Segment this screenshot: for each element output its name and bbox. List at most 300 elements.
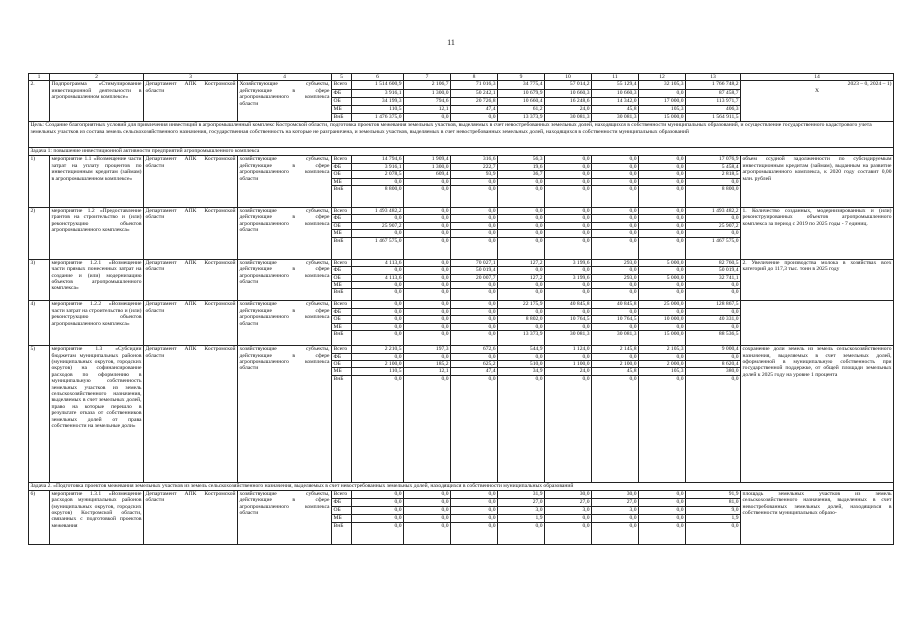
amount-cell: 0,0	[686, 308, 741, 315]
amount-cell: 50 019,4	[686, 267, 741, 274]
amount-cell: 3,0	[545, 506, 592, 514]
page-number: 11	[447, 38, 455, 47]
table-row	[29, 301, 894, 308]
amount-cell: 2 100,0	[592, 360, 639, 367]
funding-source: ВнБ	[332, 375, 352, 482]
amount-cell: 0,0	[639, 163, 686, 170]
column-number: 13	[686, 74, 741, 81]
amount-cell: 609,4	[404, 171, 451, 178]
amount-cell: 625,2	[451, 360, 498, 367]
column-number: 14	[741, 74, 894, 81]
amount-cell: 0,0	[352, 498, 404, 506]
table-row	[29, 81, 894, 89]
amount-cell: 0,0	[352, 215, 404, 222]
amount-cell: 0,0	[498, 289, 545, 301]
amount-cell: 0,0	[451, 186, 498, 208]
amount-cell: 0,0	[451, 353, 498, 360]
amount-cell: 0,0	[404, 282, 451, 289]
funding-source: ФБ	[332, 215, 352, 222]
task-row-text: Задача 2. «Подготовка проектов межевания земельных участков из земель сельскохозяйственного назначения, выделяемых в счет невостребованных земельных долей, находящихся в собственности муниципальных образований	[29, 482, 894, 490]
amount-cell: 0,0	[451, 230, 498, 237]
amount-cell: 0,0	[686, 522, 741, 544]
amount-cell: 31,9	[498, 490, 545, 498]
table-row	[29, 156, 894, 163]
amount-cell: 0,0	[352, 323, 404, 330]
amount-cell: 0,0	[545, 163, 592, 170]
funding-source: ВнБ	[332, 289, 352, 301]
amount-cell: 1 766 748,2	[686, 81, 741, 89]
row-number: 3)	[29, 259, 50, 301]
amount-cell: 185,2	[404, 360, 451, 367]
amount-cell: 380,0	[686, 368, 741, 375]
amount-cell: 0,0	[404, 178, 451, 185]
amount-cell: 20 007,7	[451, 274, 498, 281]
amount-cell: 544,9	[498, 346, 545, 353]
amount-cell: 0,0	[451, 323, 498, 330]
amount-cell: 0,0	[498, 282, 545, 289]
amount-cell: 0,0	[498, 267, 545, 274]
participants: хозяйствующие субъекты, действующие в сфере агропромышленного комплекса области	[238, 301, 332, 346]
amount-cell: 0,0	[686, 353, 741, 360]
row-number: 5)	[29, 346, 50, 483]
funding-source: Всего	[332, 156, 352, 163]
participants: хозяйствующие субъекты, действующие в сфере агропромышленного комплекса области	[238, 156, 332, 208]
amount-cell: 0,0	[592, 282, 639, 289]
measure-name: мероприятие 1.2.2 «Возмещение части затрат на строительство и (или) реконструкцию объектов агропромышленного комплекса»	[50, 301, 144, 346]
amount-cell: 9,0	[686, 506, 741, 514]
amount-cell: 510,0	[498, 360, 545, 367]
amount-cell: 0,0	[352, 301, 404, 308]
amount-cell: 0,0	[545, 514, 592, 522]
funding-source: МБ	[332, 230, 352, 237]
amount-cell: 3 199,6	[545, 274, 592, 281]
amount-cell: 27,0	[545, 498, 592, 506]
amount-cell: 0,0	[545, 289, 592, 301]
column-number: 3	[144, 74, 238, 81]
amount-cell: 0,0	[498, 230, 545, 237]
amount-cell: 0,0	[545, 222, 592, 229]
amount-cell: 0,0	[451, 490, 498, 498]
amount-cell: 10 764,5	[592, 316, 639, 323]
amount-cell: 0,0	[352, 490, 404, 498]
amount-cell: 0,0	[545, 237, 592, 259]
amount-cell: 197,3	[404, 346, 451, 353]
column-number-row	[29, 74, 894, 81]
amount-cell: 87 458,7	[686, 89, 741, 97]
amount-cell: 5 458,4	[686, 163, 741, 170]
amount-cell: 316,6	[451, 156, 498, 163]
amount-cell: 0,0	[686, 178, 741, 185]
amount-cell: 0,0	[545, 208, 592, 215]
amount-cell: 47,4	[451, 105, 498, 113]
amount-cell: 25 000,0	[639, 301, 686, 308]
amount-cell: 0,0	[639, 498, 686, 506]
budget-table	[28, 73, 894, 545]
amount-cell: 30 081,3	[545, 114, 592, 122]
amount-cell: 27,0	[592, 498, 639, 506]
amount-cell: 30 081,3	[545, 331, 592, 346]
amount-cell: 1 300,0	[404, 89, 451, 97]
amount-cell: 0,0	[404, 267, 451, 274]
amount-cell: 2 078,5	[352, 171, 404, 178]
amount-cell: 0,0	[545, 282, 592, 289]
amount-cell: 0,0	[498, 222, 545, 229]
amount-cell: 34,9	[498, 368, 545, 375]
amount-cell: 0,0	[404, 289, 451, 301]
funding-source: Всего	[332, 490, 352, 498]
amount-cell: 794,6	[404, 97, 451, 105]
funding-source: МБ	[332, 514, 352, 522]
executor: Департамент АПК Костромской области	[144, 208, 238, 260]
amount-cell: 0,0	[404, 237, 451, 259]
amount-cell: 27,0	[498, 498, 545, 506]
amount-cell: 0,0	[451, 301, 498, 308]
funding-source: ФБ	[332, 498, 352, 506]
amount-cell: 9 000,4	[686, 346, 741, 353]
amount-cell: 0,0	[592, 171, 639, 178]
column-number: 5	[332, 74, 352, 81]
amount-cell: 2 145,8	[592, 346, 639, 353]
funding-source: Всего	[332, 208, 352, 215]
amount-cell: 127,2	[498, 274, 545, 281]
funding-source: ОБ	[332, 316, 352, 323]
amount-cell: 0,0	[592, 178, 639, 185]
amount-cell: 0,0	[404, 498, 451, 506]
amount-cell: 0,0	[404, 316, 451, 323]
amount-cell: 0,0	[498, 353, 545, 360]
amount-cell: 82 760,5	[686, 259, 741, 266]
amount-cell: 0,0	[352, 178, 404, 185]
amount-cell: 0,0	[451, 506, 498, 514]
executor: Департамент АПК Костромской области	[144, 490, 238, 544]
amount-cell: 1 909,4	[404, 156, 451, 163]
row-number: 1)	[29, 156, 50, 208]
amount-cell: 293,0	[592, 259, 639, 266]
amount-cell: 4 113,6	[352, 259, 404, 266]
funding-source: ФБ	[332, 308, 352, 315]
amount-cell: 8 802,0	[498, 316, 545, 323]
amount-cell: 10 660,4	[498, 97, 545, 105]
amount-cell: 0,0	[404, 186, 451, 208]
funding-source: ВнБ	[332, 522, 352, 544]
amount-cell: 56,3	[498, 156, 545, 163]
amount-cell: 15 000,0	[639, 331, 686, 346]
amount-cell: 0,0	[639, 215, 686, 222]
table-row	[29, 346, 894, 353]
amount-cell: 45,8	[592, 105, 639, 113]
amount-cell: 5 000,0	[639, 274, 686, 281]
amount-cell: 0,0	[404, 208, 451, 215]
amount-cell: 0,0	[686, 375, 741, 482]
amount-cell: 0,0	[592, 215, 639, 222]
amount-cell: 30,0	[545, 490, 592, 498]
amount-cell: 15 000,0	[639, 114, 686, 122]
amount-cell: 0,0	[545, 267, 592, 274]
column-number: 1	[29, 74, 50, 81]
amount-cell: 0,0	[352, 514, 404, 522]
funding-source: Всего	[332, 301, 352, 308]
amount-cell: 0,0	[404, 114, 451, 122]
amount-cell: 0,0	[639, 186, 686, 208]
amount-cell: 0,0	[451, 316, 498, 323]
amount-cell: 0,0	[404, 506, 451, 514]
amount-cell: 50 019,4	[451, 267, 498, 274]
executor: Департамент АПК Костромской области	[144, 81, 238, 122]
amount-cell: 25 907,2	[686, 222, 741, 229]
amount-cell: 1,9	[498, 514, 545, 522]
amount-cell: 0,0	[639, 178, 686, 185]
funding-source: ВнБ	[332, 114, 352, 122]
amount-cell: 14 794,6	[352, 156, 404, 163]
result-cell: 2. Увеличение производства молока в хозяйствах всех категорий до 117,3 тыс. тонн в 2025 году	[741, 259, 894, 301]
amount-cell: 13 373,9	[498, 331, 545, 346]
amount-cell: 55 129,4	[592, 81, 639, 89]
amount-cell: 0,0	[498, 215, 545, 222]
funding-source: МБ	[332, 105, 352, 113]
amount-cell: 0,0	[545, 230, 592, 237]
amount-cell: 0,0	[592, 267, 639, 274]
amount-cell: 10 679,9	[498, 89, 545, 97]
amount-cell: 8 800,0	[352, 186, 404, 208]
amount-cell: 0,0	[451, 375, 498, 482]
amount-cell: 24,0	[545, 368, 592, 375]
task-row	[29, 482, 894, 490]
amount-cell: 0,0	[592, 156, 639, 163]
measure-name: Подпрограмма «Стимулирование инвестиционной деятельности в агропромышленном комплексе»	[50, 81, 144, 122]
amount-cell: 0,0	[498, 323, 545, 330]
amount-cell: 0,0	[404, 522, 451, 544]
amount-cell: 0,0	[545, 171, 592, 178]
amount-cell: 0,0	[686, 323, 741, 330]
measure-name: мероприятие 1.3.1 «Возмещение расходов муниципальных районов (муниципальных округов, городских округов) Костромской области, связанных с подготовкой проектов межевания	[50, 490, 144, 544]
amount-cell: 0,0	[639, 208, 686, 215]
amount-cell: 3 916,1	[352, 89, 404, 97]
amount-cell: 110,5	[352, 368, 404, 375]
amount-cell: 0,0	[686, 282, 741, 289]
amount-cell: 0,0	[639, 308, 686, 315]
column-number: 2	[50, 74, 144, 81]
amount-cell: 88 536,5	[686, 331, 741, 346]
amount-cell: 0,0	[404, 230, 451, 237]
amount-cell: 22 175,9	[498, 301, 545, 308]
amount-cell: 20 726,8	[451, 97, 498, 105]
amount-cell: 40 845,8	[592, 301, 639, 308]
amount-cell: 0,0	[451, 237, 498, 259]
table-row	[29, 208, 894, 215]
result-cell: 2023 – 0, 2024 – 1) X	[741, 81, 894, 122]
amount-cell: 105,3	[639, 105, 686, 113]
amount-cell: 17 076,9	[686, 156, 741, 163]
amount-cell: 0,0	[592, 353, 639, 360]
funding-source: ФБ	[332, 267, 352, 274]
amount-cell: 0,0	[352, 282, 404, 289]
amount-cell: 0,0	[404, 514, 451, 522]
amount-cell: 0,0	[352, 267, 404, 274]
amount-cell: 672,6	[451, 346, 498, 353]
funding-source: ВнБ	[332, 186, 352, 208]
amount-cell: 0,0	[639, 156, 686, 163]
amount-cell: 0,0	[451, 289, 498, 301]
amount-cell: 0,0	[545, 353, 592, 360]
amount-cell: 3 916,1	[352, 163, 404, 170]
funding-source: ОБ	[332, 171, 352, 178]
amount-cell: 47,4	[451, 368, 498, 375]
result-cell: сохранение доли земель из земель сельскохозяйственного назначения, выделяемых в счет земельных долей, оформленной в муниципальную собственность при государственной поддержке, от общей площади земельных долей к 2025 году на уровне 1 процента	[741, 346, 894, 483]
task-row-text: Задача 1: повышение инвестиционной активности предприятий агропромышленного комплекса	[29, 148, 894, 156]
amount-cell: 1 476 375,0	[352, 114, 404, 122]
amount-cell: 17 000,0	[639, 97, 686, 105]
funding-source: МБ	[332, 368, 352, 375]
amount-cell: 0,0	[545, 186, 592, 208]
participants: хозяйствующие субъекты, действующие в сфере агропромышленного комплекса области	[238, 259, 332, 301]
goal-row	[29, 122, 894, 148]
amount-cell: 0,0	[404, 353, 451, 360]
table-row	[29, 490, 894, 498]
column-number: 12	[639, 74, 686, 81]
amount-cell: 0,0	[639, 230, 686, 237]
amount-cell: 13 373,9	[498, 114, 545, 122]
amount-cell: 30 081,3	[592, 331, 639, 346]
amount-cell: 1 300,0	[404, 163, 451, 170]
result-cell: 1. Количество созданных, модернизированных и (или) реконструированных объектов агропромышленного комплекса за период с 2019 по 2025 годы - 7 единиц.	[741, 208, 894, 260]
amount-cell: 0,0	[592, 375, 639, 482]
amount-cell: 1,9	[686, 514, 741, 522]
funding-source: ВнБ	[332, 237, 352, 259]
amount-cell: 0,0	[686, 289, 741, 301]
amount-cell: 0,0	[404, 331, 451, 346]
amount-cell: 3 199,6	[545, 259, 592, 266]
amount-cell: 93,9	[451, 171, 498, 178]
column-number: 11	[592, 74, 639, 81]
amount-cell: 70 027,1	[451, 259, 498, 266]
row-number: 6)	[29, 490, 50, 544]
amount-cell: 12,1	[404, 368, 451, 375]
amount-cell: 24,0	[545, 105, 592, 113]
amount-cell: 34 199,3	[352, 97, 404, 105]
amount-cell: 0,0	[686, 215, 741, 222]
table-row	[29, 259, 894, 266]
amount-cell: 1 100,0	[545, 360, 592, 367]
amount-cell: 0,0	[592, 186, 639, 208]
amount-cell: 0,0	[639, 289, 686, 301]
amount-cell: 2 210,5	[352, 346, 404, 353]
amount-cell: 36,7	[498, 171, 545, 178]
amount-cell: 0,0	[352, 308, 404, 315]
executor: Департамент АПК Костромской области	[144, 156, 238, 208]
amount-cell: 1 514 600,9	[352, 81, 404, 89]
participants: хозяйствующие субъекты, действующие в сфере агропромышленного комплекса области	[238, 346, 332, 483]
amount-cell: 61,2	[498, 105, 545, 113]
amount-cell: 0,0	[592, 514, 639, 522]
amount-cell: 2 105,3	[639, 346, 686, 353]
amount-cell: 0,0	[451, 514, 498, 522]
amount-cell: 30,0	[592, 490, 639, 498]
amount-cell: 0,0	[498, 208, 545, 215]
amount-cell: 10 660,3	[592, 89, 639, 97]
row-number: 4)	[29, 301, 50, 346]
amount-cell: 2 106,7	[404, 81, 451, 89]
funding-source: ОБ	[332, 274, 352, 281]
amount-cell: 0,0	[352, 316, 404, 323]
amount-cell: 0,0	[451, 282, 498, 289]
amount-cell: 1 124,0	[545, 346, 592, 353]
amount-cell: 50 242,1	[451, 89, 498, 97]
amount-cell: 0,0	[352, 331, 404, 346]
amount-cell: 4 113,6	[352, 274, 404, 281]
amount-cell: 30 081,3	[592, 114, 639, 122]
amount-cell: 0,0	[404, 301, 451, 308]
amount-cell: 222,7	[451, 163, 498, 170]
result-cell	[741, 301, 894, 346]
task-row	[29, 148, 894, 156]
amount-cell: 1 467 575,0	[686, 237, 741, 259]
amount-cell: 0,0	[545, 308, 592, 315]
amount-cell: 14 342,0	[592, 97, 639, 105]
amount-cell: 32 105,3	[639, 81, 686, 89]
amount-cell: 0,0	[545, 522, 592, 544]
amount-cell: 25 907,2	[352, 222, 404, 229]
amount-cell: 110,5	[352, 105, 404, 113]
amount-cell: 0,0	[451, 308, 498, 315]
funding-source: МБ	[332, 282, 352, 289]
amount-cell: 0,0	[451, 178, 498, 185]
funding-source: ОБ	[332, 360, 352, 367]
amount-cell: 0,0	[592, 230, 639, 237]
executor: Департамент АПК Костромской области	[144, 259, 238, 301]
funding-source: Всего	[332, 259, 352, 266]
amount-cell: 0,0	[498, 237, 545, 259]
amount-cell: 0,0	[404, 215, 451, 222]
amount-cell: 81,0	[686, 498, 741, 506]
amount-cell: 0,0	[404, 375, 451, 482]
measure-name: мероприятие 1.2.1 «Возмещение части прямых понесенных затрат на создание и (или) модернизацию объектов агропромышленного комплекса»	[50, 259, 144, 301]
amount-cell: 0,0	[451, 331, 498, 346]
amount-cell: 2 100,0	[352, 360, 404, 367]
amount-cell: 0,0	[352, 353, 404, 360]
executor: Департамент АПК Костромской области	[144, 301, 238, 346]
amount-cell: 0,0	[451, 114, 498, 122]
amount-cell: 0,0	[451, 215, 498, 222]
amount-cell: 0,0	[498, 522, 545, 544]
funding-source: ОБ	[332, 506, 352, 514]
amount-cell: 0,0	[451, 498, 498, 506]
funding-source: ФБ	[332, 163, 352, 170]
amount-cell: 0,0	[498, 375, 545, 482]
amount-cell: 0,0	[545, 323, 592, 330]
amount-cell: 0,0	[639, 267, 686, 274]
funding-source: ФБ	[332, 89, 352, 97]
funding-source: ФБ	[332, 353, 352, 360]
amount-cell: 10 660,3	[545, 89, 592, 97]
amount-cell: 10 000,0	[639, 316, 686, 323]
amount-cell: 0,0	[639, 222, 686, 229]
amount-cell: 5 000,0	[639, 259, 686, 266]
measure-name: мероприятие 1.3 «Субсидии бюджетам муниципальных районов (муниципальных округов, городских округов) на софинансирование расходов по оформлению в муниципальную собственность земельных участков из земель сельскохозяйственного назначения, выделяемых в счет земельных долей, право на которые перешло в результате отказа от собственников земельных долей от права собственности на земельные доли»	[50, 346, 144, 483]
amount-cell: 1 467 575,0	[352, 237, 404, 259]
amount-cell: 0,0	[545, 156, 592, 163]
amount-cell: 0,0	[592, 522, 639, 544]
column-number: 8	[451, 74, 498, 81]
amount-cell: 105,3	[639, 368, 686, 375]
amount-cell: 0,0	[639, 490, 686, 498]
amount-cell: 0,0	[545, 178, 592, 185]
amount-cell: 0,0	[592, 237, 639, 259]
amount-cell: 0,0	[639, 375, 686, 482]
amount-cell: 0,0	[639, 237, 686, 259]
amount-cell: 127,2	[498, 259, 545, 266]
amount-cell: 0,0	[498, 178, 545, 185]
amount-cell: 0,0	[498, 308, 545, 315]
